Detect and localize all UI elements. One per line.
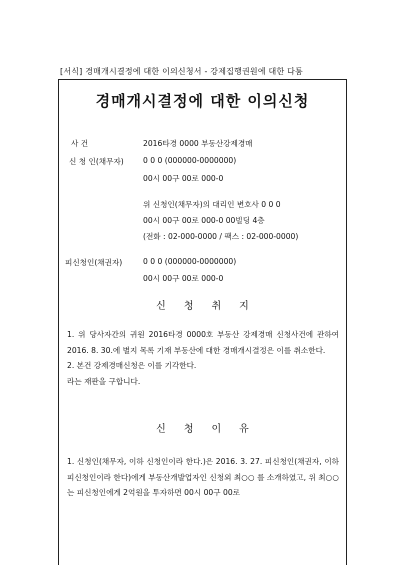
case-label: 사 건	[71, 139, 89, 148]
agent-intro: 위 신청인(채무자)의 대리인 변호사 0 0 0	[143, 200, 281, 209]
agent-contact: (전화 : 02-000-0000 / 팩스 : 02-000-0000)	[143, 232, 299, 241]
respondent-name: 0 0 0 (000000-0000000)	[143, 257, 237, 266]
case-value: 2016타경 0000 부동산강제경매	[143, 139, 253, 148]
applicant-address: 00시 00구 00로 000-0	[143, 174, 224, 183]
respondent-address: 00시 00구 00로 000-0	[143, 274, 224, 283]
purpose-heading: 신청취지	[156, 301, 267, 312]
purpose-closing: 라는 재판을 구합니다.	[67, 376, 141, 386]
purpose-body	[67, 327, 339, 389]
agent-address: 00시 00구 00로 000-0 00빌딩 4층	[143, 216, 265, 225]
reasons-body	[67, 454, 339, 501]
document-frame	[58, 79, 347, 565]
form-header-note: [서식] 경매개시결정에 대한 이의신청서 - 강제집행권원에 대한 다툼	[60, 67, 303, 76]
purpose-item-1: 1. 위 당사자간의 귀원 2016타경 0000호 부동산 강제경매 신청사건에 관하여 2016. 8. 30.에 별지 목록 기재 부동산에 대한 경매개시결정은 이를 취소한다.	[67, 330, 339, 355]
document-title: 경매개시결정에 대한 이의신청	[95, 92, 310, 110]
applicant-label: 신 청 인(채무자)	[69, 157, 124, 166]
purpose-item-2: 2. 본건 강제경매신청은 이를 기각한다.	[67, 361, 197, 370]
reasons-heading: 신청이유	[156, 424, 267, 435]
applicant-name: 0 0 0 (000000-0000000)	[143, 156, 237, 165]
reasons-item-1: 1. 신청인(채무자, 이하 신청인이라 한다.)은 2016. 3. 27. 피신청인(채권자, 이하 피신청인이라 한다)에게 부동산개발업자인 신청외 최○○ 를 소개하였고, 위 최○○ 는 피신청인에게 2억원을 투자하면 00시 00구 00로	[67, 457, 339, 497]
respondent-label: 피신청인(채권자)	[65, 258, 123, 267]
